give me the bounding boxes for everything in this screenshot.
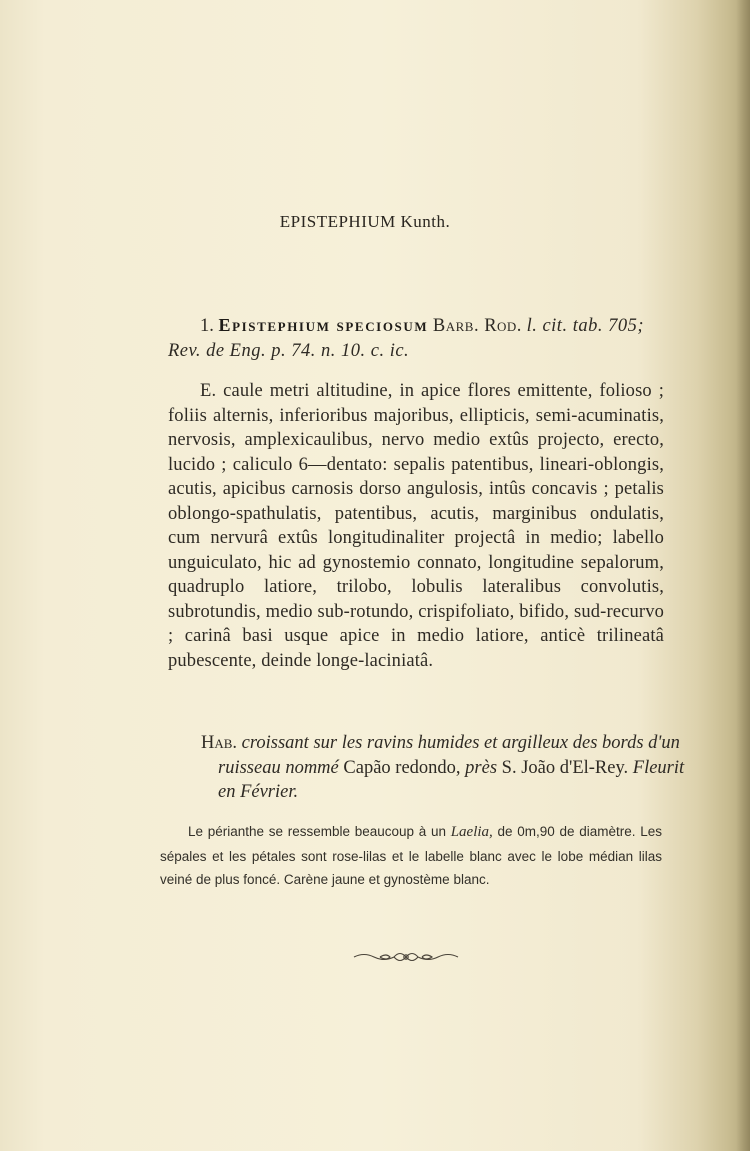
entry-number: 1.: [200, 316, 214, 336]
genus-heading: EPISTEPHIUM Kunth.: [279, 212, 451, 231]
note-part-2: de 0m,90 de diamètre. Les sépales et les pétales sont rose-lilas et le labelle blanc avec le lobe médian lilas veiné de plus foncé. Carène jaune et gynostème blanc.: [160, 824, 662, 887]
habitat-place: Capão redondo,: [343, 757, 461, 778]
species-author: Barb. Rod.: [432, 316, 522, 336]
ornament-divider-icon: [350, 948, 462, 966]
habitat-text-1: croissant sur les ravins humides et argilleux des bords d'un ruisseau nommé: [218, 733, 680, 778]
note-part-1: Le périanthe se ressemble beaucoup à un: [188, 824, 446, 839]
habitat-flowering: Fleurit en Février.: [218, 757, 685, 802]
species-entry: [168, 313, 664, 363]
french-note: [160, 820, 662, 892]
latin-description: E. caule metri altitudine, in apice flores emittente, folioso ; foliis alternis, inferioribus majoribus, ellipticis, semi-acuminatis, nervosis, amplexicaulibus, nervo medio extûs projecto, erecto, lucido ; caliculo 6—dentato: sepalis patentibus, lineari-oblongis, acutis, apicibus carnosis dorso angulosis, intûs concavis ; petalis oblongo-spathulatis, patentibus, acutis, marginibus ondulatis, cum nervurâ extûs longitudinaliter projectâ in medio; labello unguiculato, hic ad gynostemio connato, longitudine sepalorum, quadruplo latiore, trilobo, lobulis lateralibus convolutis, subrotundis, medio sub-rotundo, crispifoliato, bifido, sud-recurvo ; carinâ basi usque apice in medio latiore, anticè trilineatâ pubescente, deinde longe-laciniatâ.: [168, 381, 664, 671]
species-name: Epistephium speciosum: [218, 315, 429, 335]
habitat-label: Hab.: [201, 733, 238, 753]
habitat-town: S. João d'El-Rey.: [501, 757, 629, 778]
note-genus: Laelia,: [450, 824, 493, 840]
species-reference: l. cit. tab. 705; Rev. de Eng. p. 74. n. 10. c. ic.: [168, 316, 644, 361]
habitat-paragraph: [184, 731, 696, 805]
habitat-text-2: près: [465, 757, 498, 778]
